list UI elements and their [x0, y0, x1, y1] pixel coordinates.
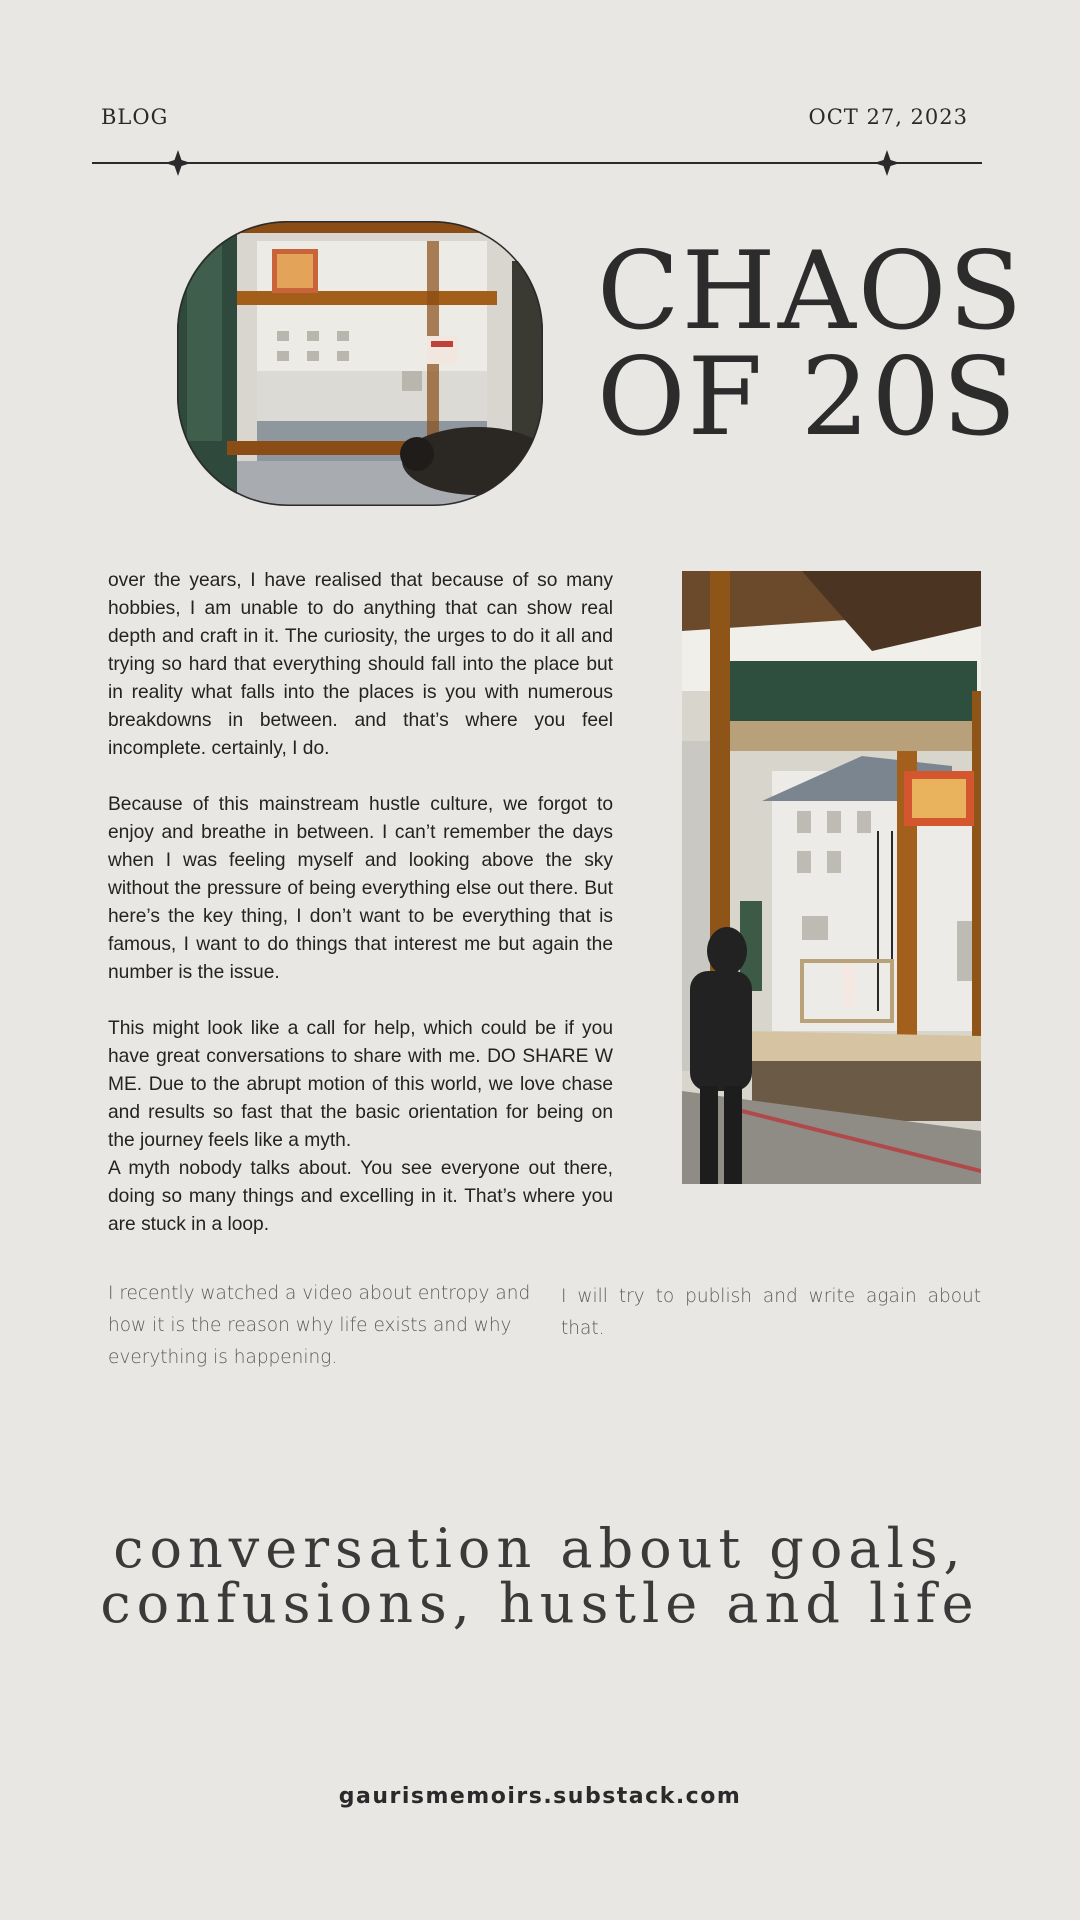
side-note-right: I will try to publish and write again about that. — [561, 1286, 981, 1339]
article-paragraph: A myth nobody talks about. You see everyone out there, doing so many things and excelling in it. That’s where you are stuck in a loop. — [108, 1158, 613, 1235]
date-label: OCT 27, 2023 — [808, 105, 968, 129]
side-note-left: I recently watched a video about entropy and how it is the reason why life exists and why everything is happening. — [108, 1283, 531, 1368]
tagline-line-2: confusions, hustle and life — [100, 1572, 980, 1635]
station-photo-rounded — [177, 221, 543, 506]
article-paragraph: Because of this mainstream hustle culture, we forgot to enjoy and breathe in between. I can’t remember the days when I was feeling myself and looking above the sky without the pressure of being everything else out there. But here’s the key thing, I don’t want to be everything that is famous, I want to do things that interest me but again the number is the issue. — [108, 794, 613, 983]
article-paragraph: This might look like a call for help, which could be if you have great conversations to share with me. DO SHARE W ME. Due to the abrupt motion of this world, we love chase and results so fast that the basic orientation for being on the journey feels like a myth. — [108, 1018, 613, 1151]
article-paragraph: over the years, I have realised that because of so many hobbies, I am unable to do anything that can show real depth and craft in it. The curiosity, the urges to do it all and trying so hard that everything should fall into the place but in reality what falls into the places is you with numerous breakdowns in between. and that’s where you feel incomplete. certainly, I do. — [108, 570, 613, 759]
title-line-1: CHAOS — [597, 229, 1025, 354]
article-body — [108, 567, 613, 1239]
title-line-2: OF 20S — [597, 335, 1019, 460]
site-url-link[interactable]: gaurismemoirs.substack.com — [338, 1784, 742, 1809]
sparkle-icon — [874, 150, 900, 176]
category-label: BLOG — [101, 105, 169, 129]
tagline-line-1: conversation about goals, — [113, 1517, 967, 1580]
sparkle-icon — [165, 150, 191, 176]
header-divider — [92, 143, 982, 183]
tagline — [60, 1517, 1020, 1635]
station-photo-tall — [682, 571, 981, 1184]
